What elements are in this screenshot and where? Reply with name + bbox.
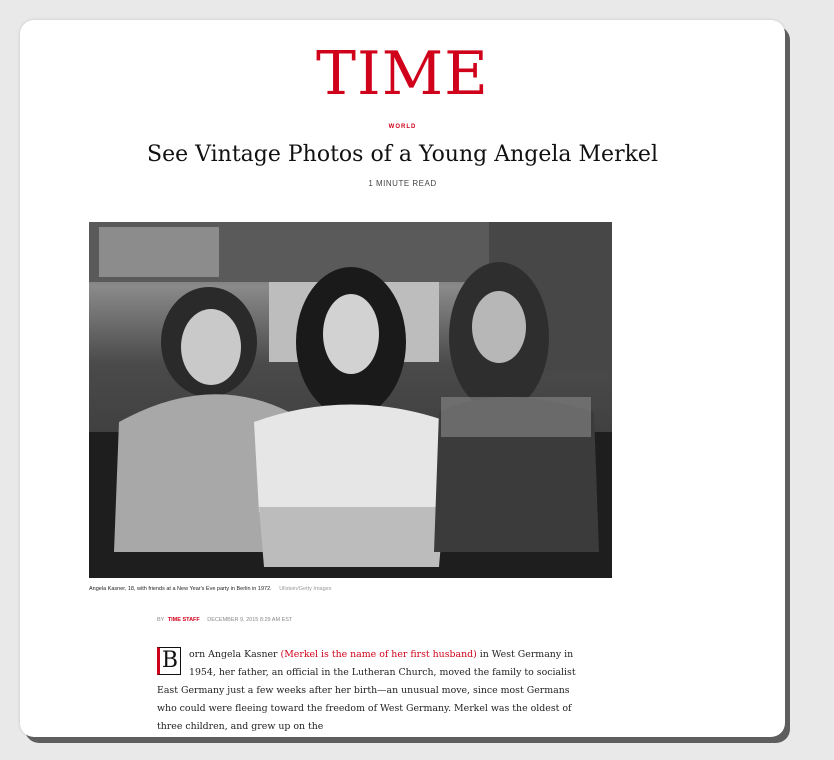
article-photo [89, 222, 612, 578]
photo-credit: Ullstein/Getty Images [279, 586, 332, 592]
article-card [20, 20, 785, 737]
byline [157, 617, 292, 623]
section-label[interactable]: WORLD [388, 124, 417, 130]
caption-text: Angela Kasner, 18, with friends at a New Year's Eve party in Berlin in 1972. [89, 586, 272, 592]
read-time: 1 MINUTE READ [368, 179, 437, 188]
body-text-continued: in West Germany in 1954, her father, an official in the Lutheran Church, moved the family to socialist East Germany just a few weeks after her birth—an unusual move, since most Germans who could were fleeing toward the freedom of West Germany. Merkel was the oldest of three children, and grew up on the [157, 649, 576, 732]
photo-caption [89, 586, 649, 592]
byline-prefix: BY [157, 617, 165, 623]
author-link[interactable]: TIME STAFF [167, 617, 200, 623]
publish-date: DECEMBER 9, 2015 8:29 AM EST [207, 617, 293, 623]
article-headline: See Vintage Photos of a Young Angela Merkel [147, 142, 658, 167]
body-link[interactable]: (Merkel is the name of her first husband) [280, 649, 477, 660]
body-text-intro: orn Angela Kasner [189, 649, 281, 660]
drop-cap: B [157, 647, 181, 675]
time-logo[interactable]: TIME [316, 39, 489, 109]
photo-illustration [89, 222, 612, 578]
article-body [157, 646, 577, 736]
